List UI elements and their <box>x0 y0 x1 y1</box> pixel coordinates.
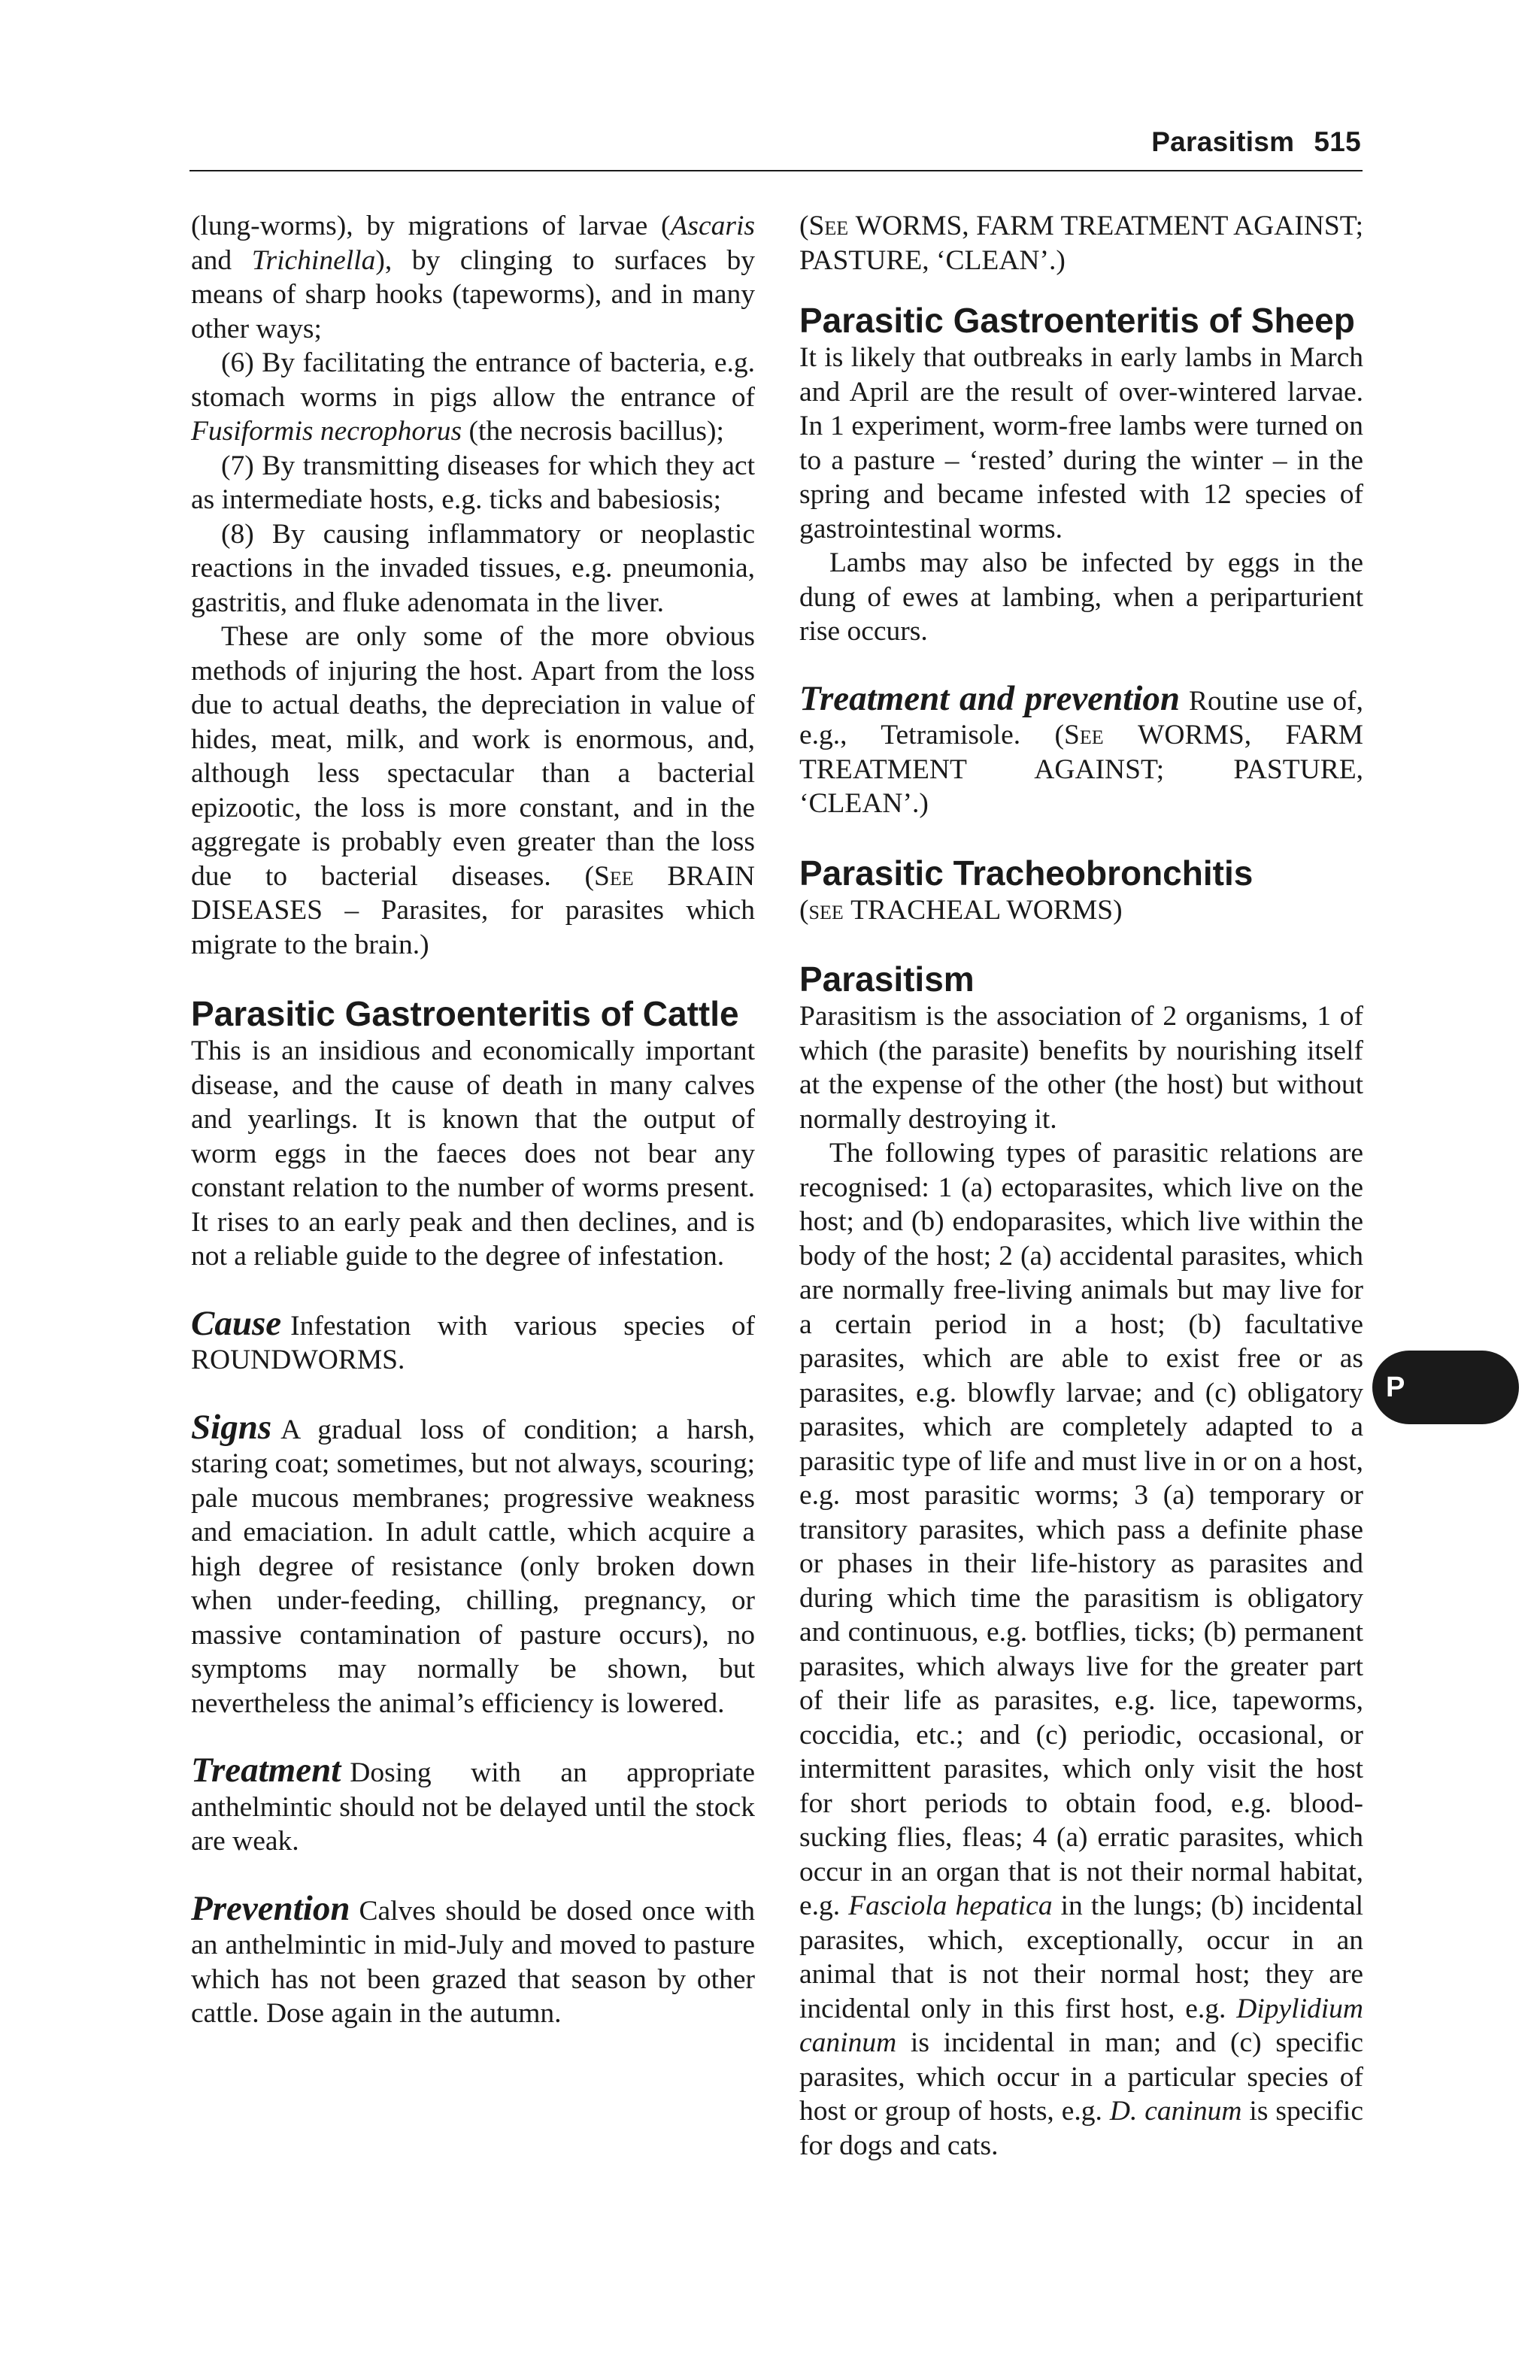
heading-gastroenteritis-sheep: Parasitic Gastroenteritis of Sheep <box>799 301 1355 340</box>
italic-term: Trichinella <box>251 244 376 276</box>
text-run: .) <box>1048 244 1066 276</box>
text-run: is incidental in man; and (c) specific parasites, which occur in a particular species of host or group of hosts, e.g. <box>799 2027 1363 2127</box>
text-run: ), by clinging to surfaces by means of sharp hooks (tapeworms), and in many other ways; <box>191 244 755 344</box>
see-word: see <box>808 894 844 926</box>
text-run: is specific for dogs and cats. <box>799 2096 1363 2161</box>
text-run: Routine use of, e.g., Tetramisole. ( <box>799 685 1363 750</box>
paragraph-cattle-intro: This is an insidious and economically important disease, and the cause of death in many calves and yearlings. It is known that the output of worm eggs in the faeces does not bear any constant relation to the number of worms present. It rises to an early peak and then declines, and is not a reliable guide to the degree of infestation. <box>191 1035 755 1272</box>
paragraph-treatment <box>191 1751 755 1859</box>
paragraph-cause <box>191 1303 755 1378</box>
header-rule <box>189 170 1363 171</box>
thumb-index-letter: P <box>1386 1372 1405 1403</box>
paragraph-see-also <box>799 209 1363 277</box>
heading-gastroenteritis-cattle: Parasitic Gastroenteritis of Cattle <box>191 994 739 1033</box>
heading-parasitism: Parasitism <box>799 960 975 999</box>
italic-term: Dipylidium caninum <box>799 1993 1363 2058</box>
paragraph-signs <box>191 1407 755 1721</box>
runin-heading: Prevention <box>191 1888 350 1928</box>
text-run: (6) By facilitating the entrance of bacteria, e.g. stomach worms in pigs allow the entrance of <box>191 347 755 413</box>
paragraph-inflammatory: (8) By causing inflammatory or neoplastic reactions in the invaded tissues, e.g. pneumonia, gastritis, and fluke adenomata in the liver. <box>191 518 755 618</box>
text-run: (lung-worms), by migrations of larvae ( <box>191 211 671 241</box>
text-run: and <box>191 244 252 276</box>
runin-heading: Cause <box>191 1303 282 1343</box>
text-run: A gradual loss of condition; a harsh, staring coat; sometimes, but not always, scouring; pale mucous membranes; progressive weakness and emaciation. In adult cattle, which acquire a high degree of resistance (only broken down when under-feeding, chilling, pregnancy, or massive contamination of pasture occurs), no symptoms may normally be shown, but nevertheless the animal’s efficiency is lowered. <box>191 1414 755 1719</box>
see-word: See <box>1064 720 1104 750</box>
italic-term: Fusiformis necrophorus <box>191 416 462 447</box>
text-run: . <box>398 1345 405 1375</box>
text-run: Infestation with various species of <box>290 1310 755 1342</box>
paragraph-intermediate-hosts: (7) By transmitting diseases for which they act as intermediate hosts, e.g. ticks and babesiosis; <box>191 450 755 515</box>
paragraph-bacteria <box>191 346 755 449</box>
cross-reference: BRAIN DISEASES <box>191 860 755 926</box>
runin-heading: Signs <box>191 1407 272 1447</box>
paragraph-lungworms <box>191 209 755 346</box>
running-head <box>1090 126 1361 158</box>
text-run: in the lungs; (b) incidental parasites, which, exceptionally, occur in an animal that is not their normal host; they are incidental only in this first host, e.g. <box>799 1890 1364 2024</box>
running-head-title: Parasitism <box>1151 126 1295 157</box>
paragraph-parasitism-types <box>799 1136 1363 2163</box>
heading-tracheobronchitis: Parasitic Tracheobronchitis <box>799 853 1254 893</box>
paragraph-tracheo-see <box>799 893 1363 928</box>
italic-term: D. caninum <box>1109 2096 1242 2127</box>
left-column <box>191 209 755 2031</box>
text-run: ) <box>1113 894 1123 926</box>
cross-reference: ROUNDWORMS <box>191 1345 399 1375</box>
cross-reference: WORMS, FARM TREATMENT AGAINST; PASTURE, ‘CLEAN’ <box>799 211 1364 276</box>
thumb-index-tab <box>1372 1351 1519 1424</box>
paragraph-sheep-outbreaks: It is likely that outbreaks in early lambs in March and April are the result of over-wintered larvae. In 1 experiment, worm-free lambs were turned on to a pasture – ‘rested’ during the winter – in the spring and became infested with 12 species of gastrointestinal worms. <box>799 342 1363 544</box>
paragraph-sheep-lambs: Lambs may also be infected by eggs in the dung of ewes at lambing, when a periparturient rise occurs. <box>799 547 1363 647</box>
runin-heading: Treatment <box>191 1751 341 1790</box>
italic-term: Fasciola hepatica <box>848 1890 1053 1921</box>
text-run: ( <box>799 894 809 926</box>
text-run: Calves should be dosed once with an anthelmintic in mid-July and moved to pasture which has not been grazed that season by other cattle. Dose again in the autumn. <box>191 1895 755 2029</box>
paragraph-methods <box>191 620 755 962</box>
text-run: Dosing with an appropriate anthelmintic should not be delayed until the stock are weak. <box>191 1757 755 1857</box>
runin-heading: Treatment and prevention <box>799 678 1181 718</box>
paragraph-treatment-prevention <box>799 678 1364 821</box>
cross-reference: WORMS, FARM TREATMENT AGAINST; PASTURE, ‘CLEAN’ <box>799 720 1364 819</box>
text-run: – Parasites, for parasites which migrate to the brain.) <box>191 895 755 960</box>
see-word: See <box>593 860 634 892</box>
text-run: These are only some of the more obvious methods of injuring the host. Apart from the loss due to actual deaths, the depreciation in value of hides, meat, milk, and work is enormous, and, although less spectacular than a bacterial epizootic, the loss is more constant, and in the aggregate is probably even greater than the loss due to bacterial diseases. ( <box>191 621 755 892</box>
text-run: The following types of parasitic relations are recognised: 1 (a) ectoparasites, which live on the host; and (b) endoparasites, which live within the body of the host; 2 (a) accidental parasites, which are normally free-living animals but may live for a certain period in a host; (b) facultative parasites, which are able to exist free or as parasites, e.g. blowfly larvae; and (c) obligatory parasites, which are completely adapted to a parasitic type of life and must live in or on a host, e.g. most parasitic worms; 3 (a) temporary or transitory parasites, which pass a definite phase or phases in their life-history as parasites and during which time the parasitism is obligatory and continuous, e.g. botflies, ticks; (b) permanent parasites, which always live for the greater part of their life as parasites, e.g. lice, tapeworms, coccidia, etc.; and (c) periodic, occasional, or intermittent parasites, which only visit the host for short periods to obtain food, e.g. blood-sucking flies, fleas; 4 (a) erratic parasites, which occur in an organ that is not their normal habitat, e.g. <box>799 1138 1363 1921</box>
see-word: See <box>808 211 849 241</box>
italic-term: Ascaris <box>670 211 755 241</box>
right-column <box>799 209 1363 2163</box>
cross-reference: TRACHEAL WORMS <box>850 894 1114 926</box>
paragraph-parasitism-definition: Parasitism is the association of 2 organisms, 1 of which (the parasite) benefits by nourishing itself at the expense of the other (the host) but without normally destroying it. <box>799 1001 1363 1135</box>
text-run: .) <box>911 788 929 819</box>
text-run: ( <box>799 211 809 241</box>
page-number: 515 <box>1314 126 1361 157</box>
text-run: (the necrosis bacillus); <box>462 416 724 447</box>
paragraph-prevention <box>191 1888 755 2031</box>
